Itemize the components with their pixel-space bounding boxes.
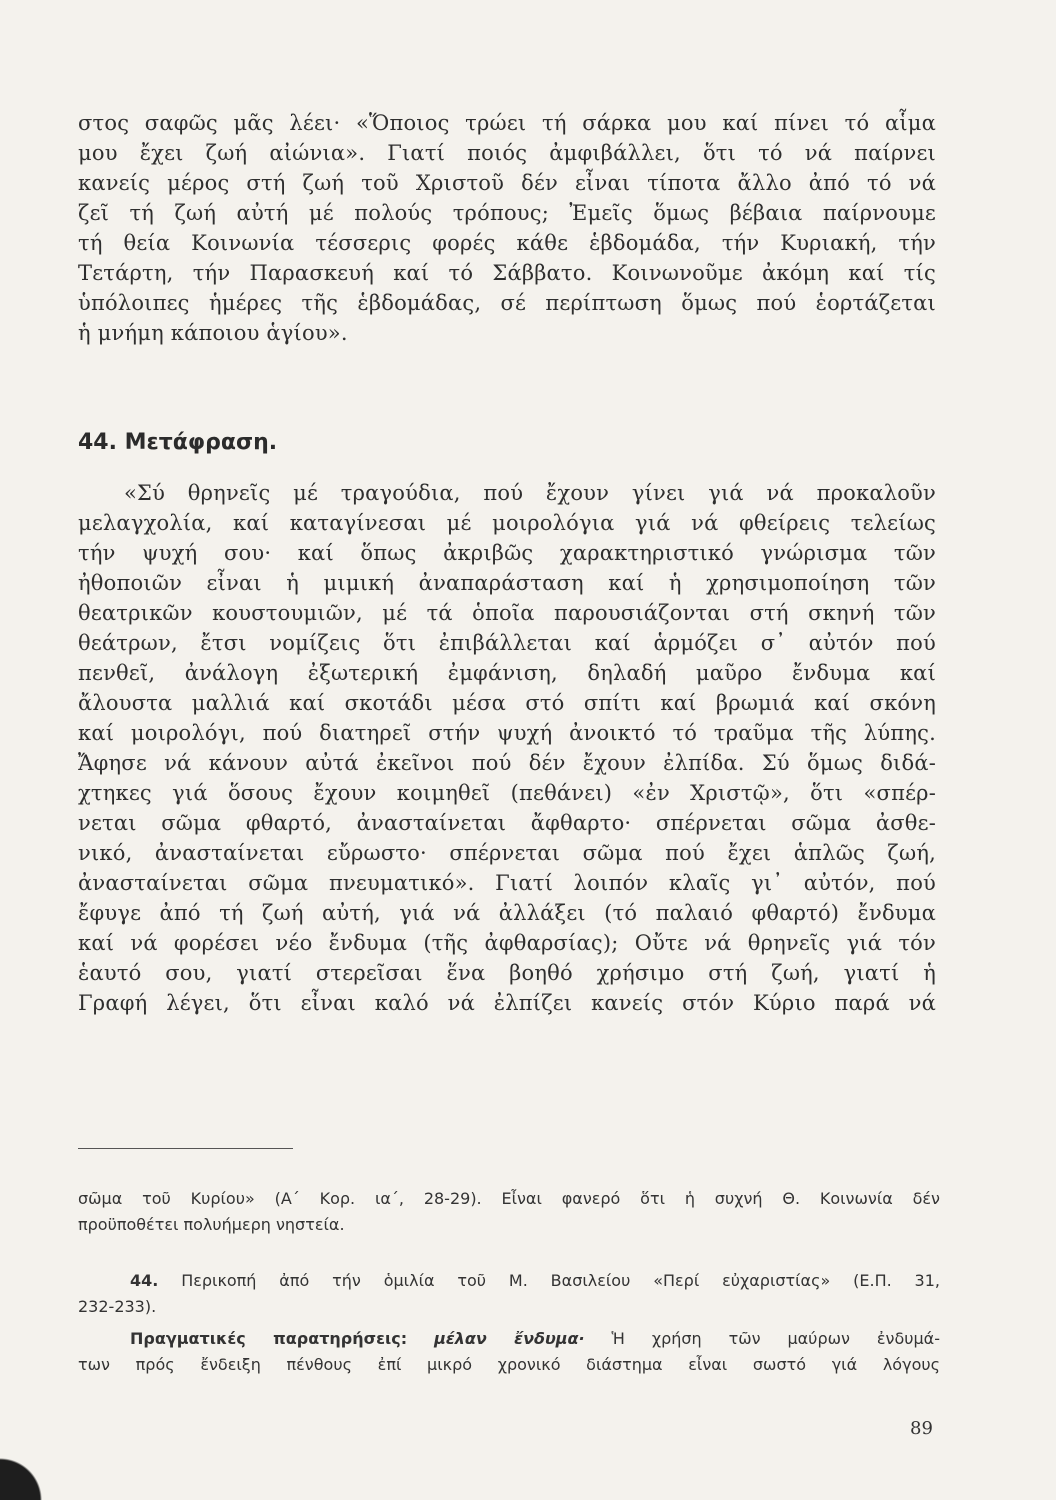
- text-line: Ἄφησε νά κάνουν αὐτά ἐκεῖνοι πού δέν ἔχουν ἐλπίδα. Σύ ὅμως διδά-: [78, 751, 936, 775]
- footnote-line: προϋποθέτει πολυήμερη νηστεία.: [78, 1215, 345, 1234]
- text-line: πενθεῖ, ἀνάλογη ἐξωτερική ἐμφάνιση, δηλαδή μαῦρο ἔνδυμα καί: [78, 661, 936, 685]
- footnote-number: 44.: [130, 1271, 159, 1290]
- text-line: ὑπόλοιπες ἡμέρες τῆς ἑβδομάδας, σέ περίπτωση ὅμως πού ἑορτάζεται: [78, 291, 936, 315]
- page-number: 89: [910, 1418, 933, 1439]
- text-line: Γραφή λέγει, ὅτι εἶναι καλό νά ἐλπίζει κανείς στόν Κύριο παρά νά: [78, 991, 936, 1015]
- footnote-line: των πρός ἔνδειξη πένθους ἐπί μικρό χρονικό διάστημα εἶναι σωστό γιά λόγους: [78, 1355, 940, 1374]
- text-line: τήν ψυχή σου· καί ὅπως ἀκριβῶς χαρακτηριστικό γνώρισμα τῶν: [78, 541, 936, 565]
- observations-label: Πραγματικές παρατηρήσεις:: [130, 1329, 408, 1348]
- observations-note: [78, 1326, 940, 1378]
- translation-paragraph: [78, 478, 936, 1018]
- text-line: ἑαυτό σου, γιατί στερεῖσαι ἕνα βοηθό χρήσιμο στή ζωή, γιατί ἡ: [78, 961, 936, 985]
- text-line: τή θεία Κοινωνία τέσσερις φορές κάθε ἑβδομάδα, τήν Κυριακή, τήν: [78, 231, 936, 255]
- observations-text: Ἡ χρήση τῶν μαύρων ἐνδυμά-: [584, 1329, 940, 1348]
- footnote-continuation: [78, 1186, 940, 1238]
- text-line: μου ἔχει ζωή αἰώνια». Γιατί ποιός ἀμφιβάλλει, ὅτι τό νά παίρνει: [78, 141, 936, 165]
- footnote-text: Περικοπή ἀπό τήν ὁμιλία τοῦ Μ. Βασιλείου «Περί εὐχαριστίας» (Ε.Π. 31,: [158, 1271, 940, 1290]
- footnote-line: 232-233).: [78, 1297, 157, 1316]
- text-line: ἀνασταίνεται σῶμα πνευματικό». Γιατί λοιπόν κλαῖς γι᾽ αὐτόν, πού: [78, 871, 936, 895]
- intro-paragraph: [78, 108, 936, 348]
- text-line: στος σαφῶς μᾶς λέει· «Ὅποιος τρώει τή σάρκα μου καί πίνει τό αἷμα: [78, 111, 936, 135]
- text-line: κανείς μέρος στή ζωή τοῦ Χριστοῦ δέν εἶναι τίποτα ἄλλο ἀπό τό νά: [78, 171, 936, 195]
- text-line: ἄλουστα μαλλιά καί σκοτάδι μέσα στό σπίτι καί βρωμιά καί σκόνη: [78, 691, 936, 715]
- text-line: καί νά φορέσει νέο ἔνδυμα (τῆς ἀφθαρσίας); Οὔτε νά θρηνεῖς γιά τόν: [78, 931, 936, 955]
- text-line: χτηκες γιά ὅσους ἔχουν κοιμηθεῖ (πεθάνει) «ἐν Χριστῷ», ὅτι «σπέρ-: [78, 781, 936, 805]
- footnote-divider: [78, 1148, 293, 1149]
- footnote-line: σῶμα τοῦ Κυρίου» (Α΄ Κορ. ια΄, 28-29). Εἶναι φανερό ὅτι ἡ συχνή Θ. Κοινωνία δέν: [78, 1189, 940, 1208]
- footnote-line: [78, 1326, 940, 1352]
- text-line: «Σύ θρηνεῖς μέ τραγούδια, πού ἔχουν γίνει γιά νά προκαλοῦν: [124, 481, 936, 505]
- text-line: νεται σῶμα φθαρτό, ἀνασταίνεται ἄφθαρτο· σπέρνεται σῶμα ἀσθε-: [78, 811, 936, 835]
- text-line: καί μοιρολόγι, πού διατηρεῖ στήν ψυχή ἀνοικτό τό τραῦμα τῆς λύπης.: [78, 721, 936, 745]
- footnote-44: [78, 1268, 940, 1320]
- scan-corner-shadow: [0, 1440, 60, 1500]
- text-line: νικό, ἀνασταίνεται εὔρωστο· σπέρνεται σῶμα πού ἔχει ἁπλῶς ζωή,: [78, 841, 936, 865]
- text-line: ἔφυγε ἀπό τή ζωή αὐτή, γιά νά ἀλλάξει (τό παλαιό φθαρτό) ἔνδυμα: [78, 901, 936, 925]
- text-line: μελαγχολία, καί καταγίνεσαι μέ μοιρολόγια γιά νά φθείρεις τελείως: [78, 511, 936, 535]
- text-line: ἠθοποιῶν εἶναι ἡ μιμική ἀναπαράσταση καί ἡ χρησιμοποίηση τῶν: [78, 571, 936, 595]
- text-line: ζεῖ τή ζωή αὐτή μέ πολούς τρόπους; Ἐμεῖς ὅμως βέβαια παίρνουμε: [78, 201, 936, 225]
- footnote-line: [78, 1268, 940, 1294]
- text-line: θεάτρων, ἔτσι νομίζεις ὅτι ἐπιβάλλεται καί ἁρμόζει σ᾽ αὐτόν πού: [78, 631, 936, 655]
- text-line: Τετάρτη, τήν Παρασκευή καί τό Σάββατο. Κοινωνοῦμε ἀκόμη καί τίς: [78, 261, 936, 285]
- observations-term: μέλαν ἔνδυμα·: [434, 1329, 585, 1348]
- section-heading: 44. Μετάφραση.: [78, 430, 278, 455]
- text-line: ἡ μνήμη κάποιου ἁγίου».: [78, 321, 348, 345]
- text-line: θεατρικῶν κουστουμιῶν, μέ τά ὁποῖα παρουσιάζονται στή σκηνή τῶν: [78, 601, 936, 625]
